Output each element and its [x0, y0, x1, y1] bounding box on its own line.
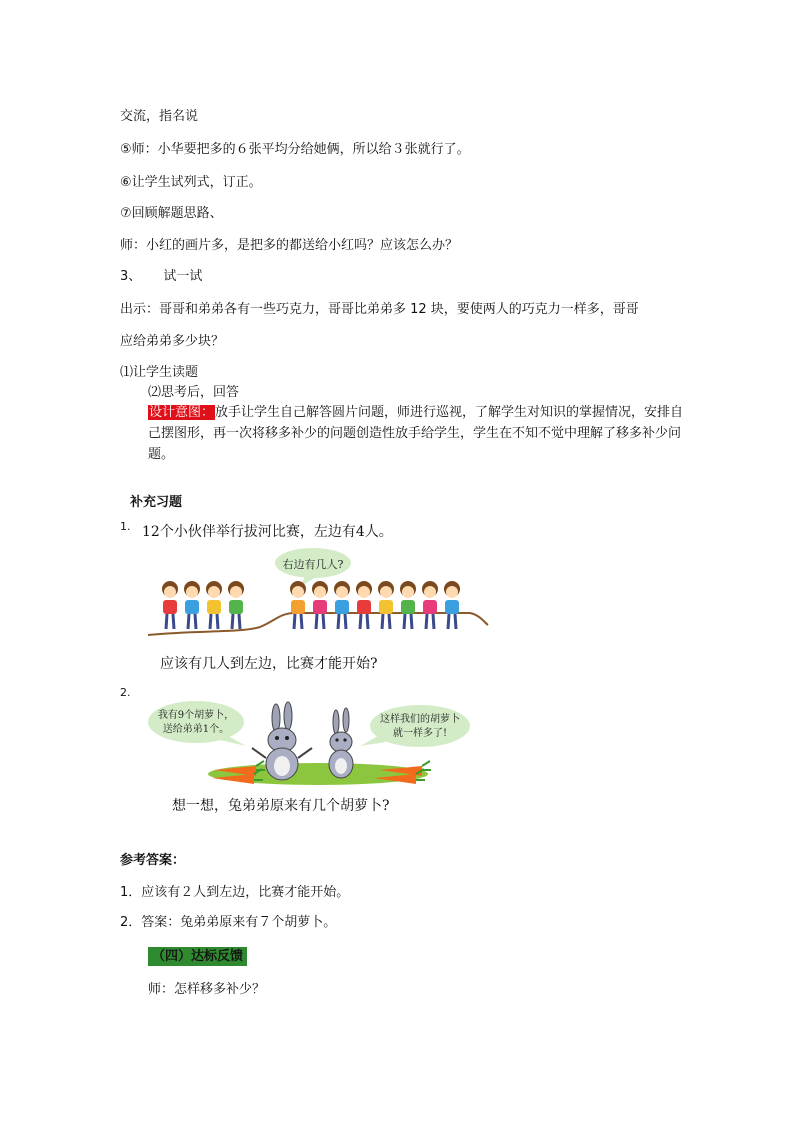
child-figure: [162, 581, 178, 629]
text-line: 师：小红的画片多，是把多的都送给小红吗？应该怎么办？: [120, 238, 459, 253]
child-figure: [290, 581, 306, 629]
child-figure: [312, 581, 328, 629]
speech-bubble-right: [360, 705, 470, 747]
text-line: ⑴让学生读题: [120, 365, 199, 380]
answers-title: 参考答案：: [120, 853, 186, 868]
section-title: 试一试: [163, 269, 203, 284]
design-intent-paragraph: [148, 402, 688, 465]
text-line: 出示：哥哥和弟弟各有一些巧克力，哥哥比弟弟多 12 块，要使两人的巧克力一样多，哥哥: [120, 302, 639, 317]
text-line: ⑤师：小华要把多的６张平均分给她俩，所以给３张就行了。: [120, 142, 470, 157]
design-intent-tag: 设计意图：: [149, 405, 215, 420]
question-number: 1.: [120, 520, 131, 533]
text-line: 师：怎样移多补少？: [148, 982, 266, 997]
child-figure: [356, 581, 372, 629]
speech-bubble-left: [148, 701, 246, 746]
tug-of-war-illustration: [140, 545, 500, 645]
answer-line: 2．答案：兔弟弟原来有７个胡萝卜。: [120, 915, 337, 930]
bubble-text: 我有9个胡萝卜，: [157, 710, 235, 721]
question-text: 应该有几人到左边，比赛才能开始?: [160, 656, 378, 672]
bubble-text: 就一样多了!: [392, 728, 448, 739]
bubble-text: 右边有几人?: [282, 558, 344, 571]
child-figure: [184, 581, 200, 629]
child-figure: [400, 581, 416, 629]
answer-line: 1．应该有２人到左边，比赛才能开始。: [120, 885, 350, 900]
supplement-title: 补充习题: [130, 495, 183, 510]
text-line: ⑵思考后，回答: [148, 385, 240, 400]
text-line: ⑥让学生试列式，订正。: [120, 175, 262, 190]
text-line: 交流，指名说: [120, 109, 199, 124]
text-line: 应给弟弟多少块？: [120, 334, 225, 349]
question-number: 2.: [120, 686, 131, 699]
bubble-text: 送给弟弟1个。: [162, 724, 230, 735]
child-figure: [378, 581, 394, 629]
section-number: 3、: [120, 269, 142, 284]
question-text: 想一想，兔弟弟原来有几个胡萝卜?: [172, 798, 390, 814]
section-four-heading: [148, 948, 247, 966]
question-text: 12个小伙伴举行拔河比赛，左边有4人。: [142, 524, 393, 540]
rabbit-illustration: [148, 700, 478, 790]
children-group: [162, 581, 460, 629]
child-figure: [444, 581, 460, 629]
rabbit-younger: [329, 708, 353, 778]
section-heading: [120, 268, 202, 286]
child-figure: [228, 581, 244, 629]
speech-bubble: [275, 548, 351, 587]
child-figure: [422, 581, 438, 629]
bubble-text: 这样我们的胡萝卜: [380, 714, 460, 725]
child-figure: [334, 581, 350, 629]
text-line: ⑦回顾解题思路、: [120, 206, 223, 221]
design-intent-text: 放手让学生自己解答圆片问题，师进行巡视，了解学生对知识的掌握情况，安排自己摆图形，再一次将移多补少的问题创造性放手给学生，学生在不知不觉中理解了移多补少问题。: [148, 405, 684, 462]
child-figure: [206, 581, 222, 629]
section-four-tag: （四）达标反馈: [148, 947, 247, 966]
